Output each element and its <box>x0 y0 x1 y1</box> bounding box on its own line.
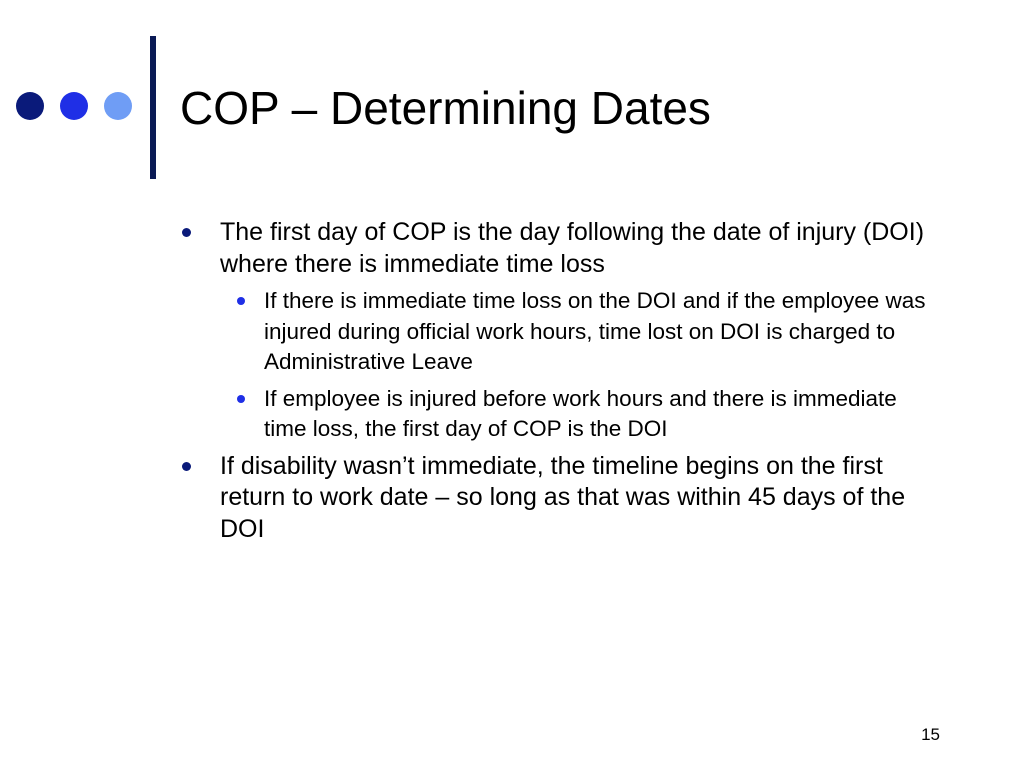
bullet-text: If disability wasn’t immediate, the timeline begins on the first return to work date – so long as that was within 45 days of the DOI <box>220 451 906 543</box>
sub-bullet-item-2 <box>182 384 942 445</box>
dot-light-icon <box>104 92 132 120</box>
bullet-text: The first day of COP is the day following the date of injury (DOI) where there is immediate time loss <box>220 218 925 278</box>
sub-bullet-marker-icon <box>237 395 245 403</box>
page-number: 15 <box>921 725 940 744</box>
sub-bullet-item-1 <box>182 286 942 378</box>
sub-bullet-text: If there is immediate time loss on the DOI and if the employee was injured during official work hours, time lost on DOI is charged to Administrative Leave <box>264 288 926 374</box>
decorative-dots <box>16 92 136 122</box>
title-divider-line <box>150 36 156 179</box>
dot-medium-icon <box>60 92 88 120</box>
sub-bullet-marker-icon <box>237 297 245 305</box>
bullet-marker-icon <box>182 228 191 237</box>
slide-title: COP – Determining Dates <box>180 82 711 134</box>
sub-bullet-list <box>182 286 942 445</box>
bullet-list <box>182 217 942 551</box>
dot-dark-icon <box>16 92 44 120</box>
bullet-item-1 <box>182 217 942 280</box>
sub-bullet-text: If employee is injured before work hours and there is immediate time loss, the first day of COP is the DOI <box>264 385 897 441</box>
bullet-marker-icon <box>182 462 191 471</box>
bullet-item-2 <box>182 451 942 546</box>
